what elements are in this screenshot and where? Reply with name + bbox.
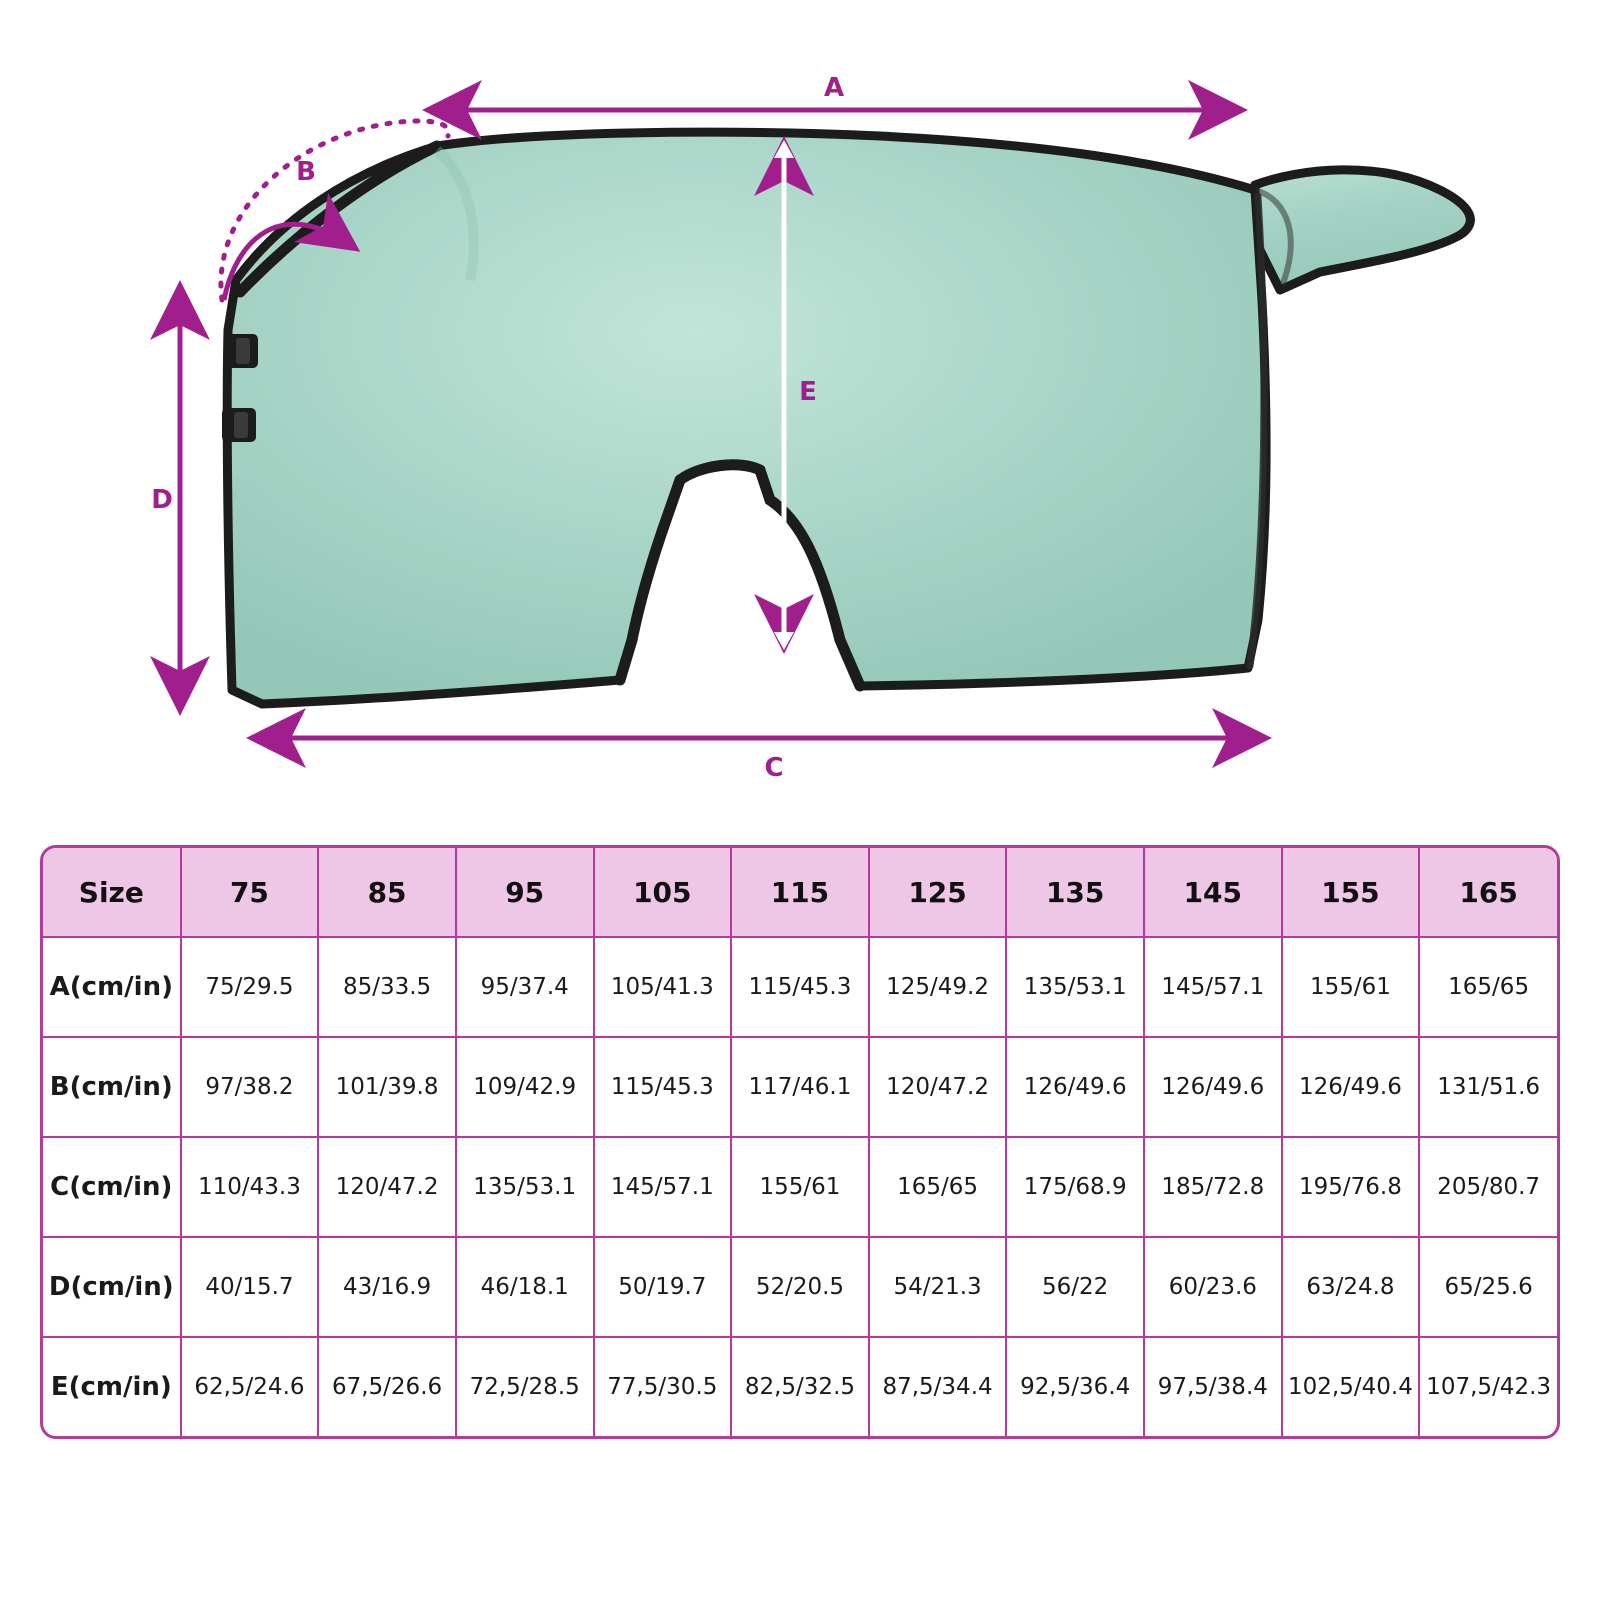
dimension-d xyxy=(151,290,180,706)
cell-b-95: 109/42.9 xyxy=(456,1037,594,1137)
table-row-e xyxy=(43,1337,1557,1436)
cell-c-135: 175/68.9 xyxy=(1006,1137,1144,1237)
cell-a-75: 75/29.5 xyxy=(181,937,319,1037)
cell-b-165: 131/51.6 xyxy=(1419,1037,1557,1137)
cell-c-95: 135/53.1 xyxy=(456,1137,594,1237)
cell-c-145: 185/72.8 xyxy=(1144,1137,1282,1237)
row-label-a: A(cm/in) xyxy=(43,937,181,1037)
cell-c-105: 145/57.1 xyxy=(594,1137,732,1237)
cell-d-145: 60/23.6 xyxy=(1144,1237,1282,1337)
cell-e-105: 77,5/30.5 xyxy=(594,1337,732,1436)
col-header-125: 125 xyxy=(869,848,1007,937)
cell-e-155: 102,5/40.4 xyxy=(1282,1337,1420,1436)
row-label-b: B(cm/in) xyxy=(43,1037,181,1137)
table-row-a xyxy=(43,937,1557,1037)
cell-a-155: 155/61 xyxy=(1282,937,1420,1037)
cell-c-115: 155/61 xyxy=(731,1137,869,1237)
table-header-row xyxy=(43,848,1557,937)
cell-e-145: 97,5/38.4 xyxy=(1144,1337,1282,1436)
cell-e-165: 107,5/42.3 xyxy=(1419,1337,1557,1436)
col-header-105: 105 xyxy=(594,848,732,937)
col-header-size: Size xyxy=(43,848,181,937)
chest-buckle-upper xyxy=(224,334,258,368)
dimension-e-label: E xyxy=(799,377,817,407)
table-row-c xyxy=(43,1137,1557,1237)
chest-buckle-lower xyxy=(222,408,256,442)
cell-b-145: 126/49.6 xyxy=(1144,1037,1282,1137)
cell-e-75: 62,5/24.6 xyxy=(181,1337,319,1436)
cell-b-115: 117/46.1 xyxy=(731,1037,869,1137)
col-header-85: 85 xyxy=(318,848,456,937)
dimension-d-label: D xyxy=(151,485,173,515)
cell-d-135: 56/22 xyxy=(1006,1237,1144,1337)
cell-d-75: 40/15.7 xyxy=(181,1237,319,1337)
cell-d-125: 54/21.3 xyxy=(869,1237,1007,1337)
row-label-d: D(cm/in) xyxy=(43,1237,181,1337)
table-row-b xyxy=(43,1037,1557,1137)
table-row-d xyxy=(43,1237,1557,1337)
cell-c-125: 165/65 xyxy=(869,1137,1007,1237)
dimension-a-label: A xyxy=(823,73,845,103)
cell-c-85: 120/47.2 xyxy=(318,1137,456,1237)
cell-b-155: 126/49.6 xyxy=(1282,1037,1420,1137)
cell-b-75: 97/38.2 xyxy=(181,1037,319,1137)
dimension-b-label: B xyxy=(296,157,316,187)
cell-a-95: 95/37.4 xyxy=(456,937,594,1037)
size-chart-section xyxy=(40,845,1560,1439)
cell-b-125: 120/47.2 xyxy=(869,1037,1007,1137)
cell-a-125: 125/49.2 xyxy=(869,937,1007,1037)
cell-a-105: 105/41.3 xyxy=(594,937,732,1037)
dimension-c-label: C xyxy=(764,753,784,783)
cell-c-155: 195/76.8 xyxy=(1282,1137,1420,1237)
cell-d-165: 65/25.6 xyxy=(1419,1237,1557,1337)
cell-e-135: 92,5/36.4 xyxy=(1006,1337,1144,1436)
col-header-115: 115 xyxy=(731,848,869,937)
cell-b-105: 115/45.3 xyxy=(594,1037,732,1137)
cell-c-75: 110/43.3 xyxy=(181,1137,319,1237)
col-header-135: 135 xyxy=(1006,848,1144,937)
cell-d-105: 50/19.7 xyxy=(594,1237,732,1337)
cell-d-95: 46/18.1 xyxy=(456,1237,594,1337)
cell-a-85: 85/33.5 xyxy=(318,937,456,1037)
rug-illustration xyxy=(222,132,1470,704)
cell-a-135: 135/53.1 xyxy=(1006,937,1144,1037)
cell-d-85: 43/16.9 xyxy=(318,1237,456,1337)
dimension-c xyxy=(256,738,1262,783)
cell-c-165: 205/80.7 xyxy=(1419,1137,1557,1237)
col-header-165: 165 xyxy=(1419,848,1557,937)
col-header-75: 75 xyxy=(181,848,319,937)
cell-e-125: 87,5/34.4 xyxy=(869,1337,1007,1436)
col-header-145: 145 xyxy=(1144,848,1282,937)
cell-e-85: 67,5/26.6 xyxy=(318,1337,456,1436)
cell-b-85: 101/39.8 xyxy=(318,1037,456,1137)
cell-e-95: 72,5/28.5 xyxy=(456,1337,594,1436)
cell-a-115: 115/45.3 xyxy=(731,937,869,1037)
cell-d-115: 52/20.5 xyxy=(731,1237,869,1337)
cell-a-165: 165/65 xyxy=(1419,937,1557,1037)
col-header-95: 95 xyxy=(456,848,594,937)
cell-a-145: 145/57.1 xyxy=(1144,937,1282,1037)
row-label-e: E(cm/in) xyxy=(43,1337,181,1436)
row-label-c: C(cm/in) xyxy=(43,1137,181,1237)
cell-b-135: 126/49.6 xyxy=(1006,1037,1144,1137)
size-chart-table xyxy=(43,848,1557,1436)
cell-d-155: 63/24.8 xyxy=(1282,1237,1420,1337)
col-header-155: 155 xyxy=(1282,848,1420,937)
dimension-a xyxy=(432,73,1238,110)
cell-e-115: 82,5/32.5 xyxy=(731,1337,869,1436)
